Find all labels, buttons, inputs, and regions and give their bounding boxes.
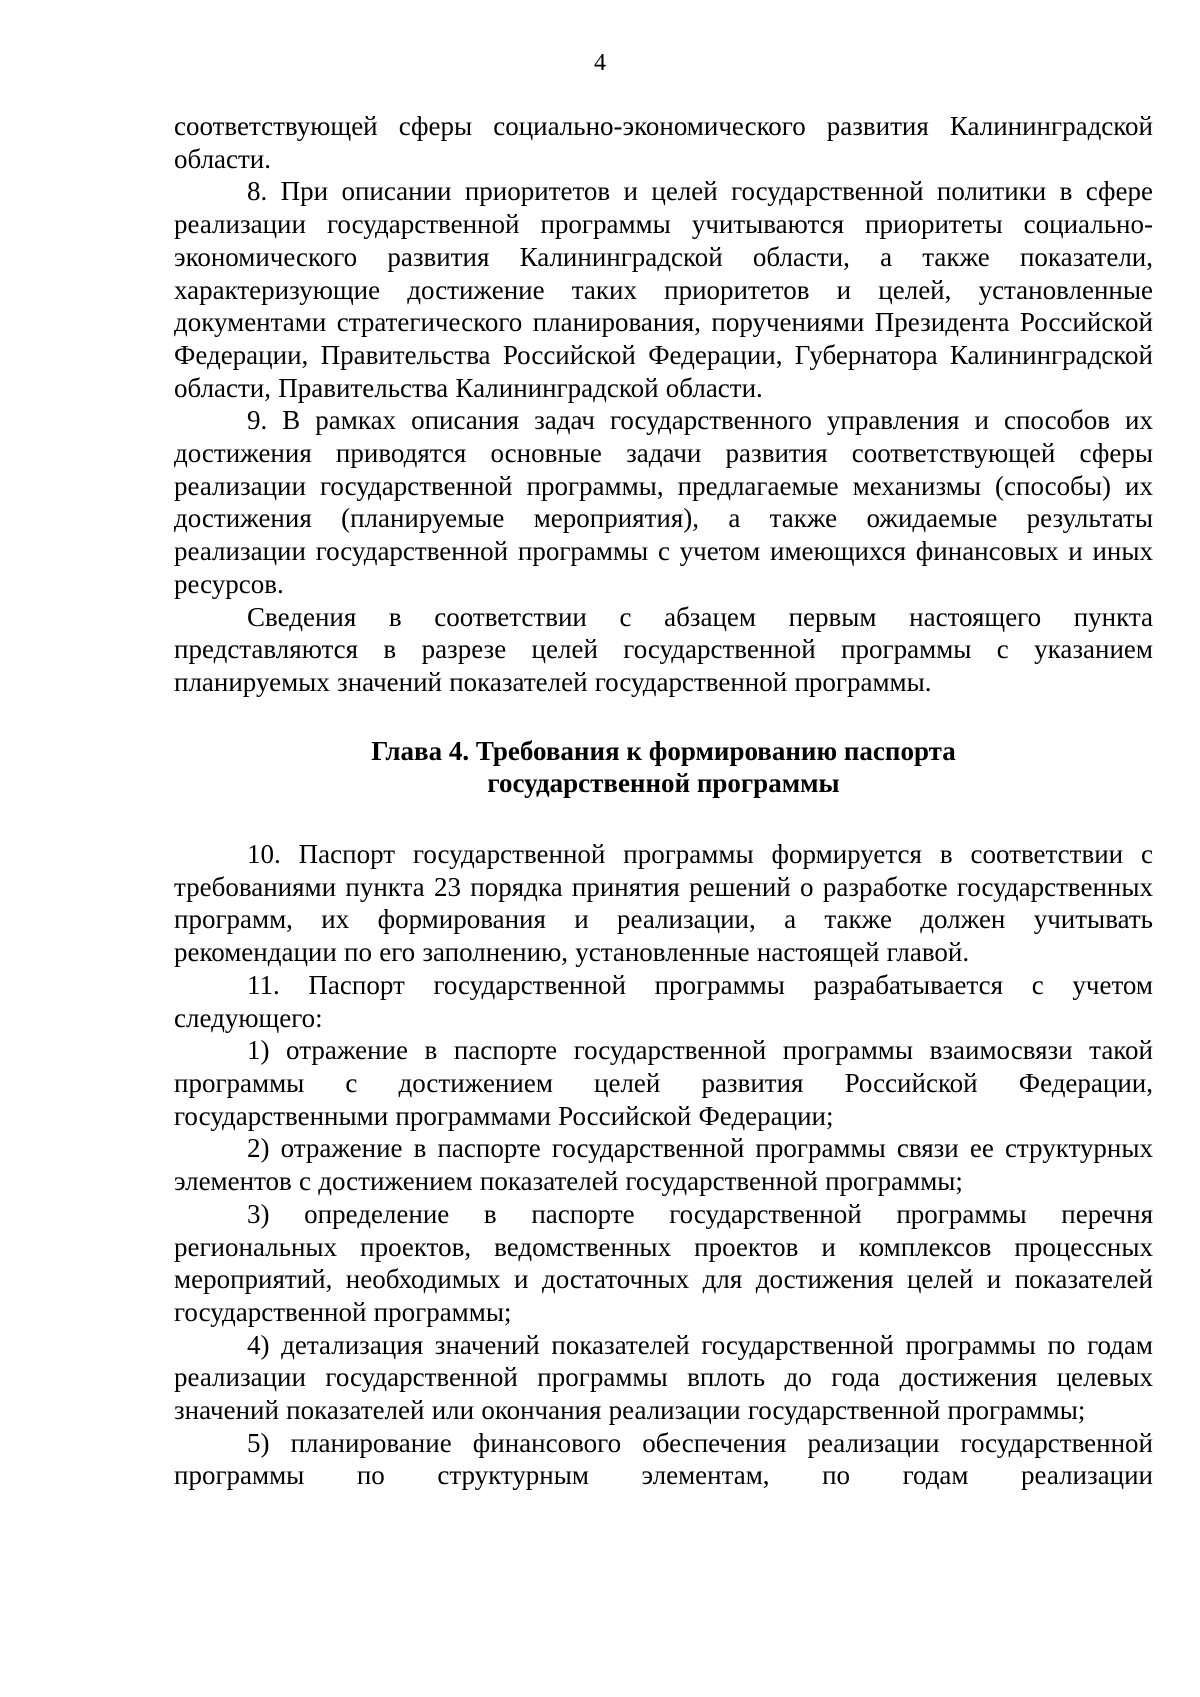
document-body bbox=[174, 110, 1153, 1492]
list-item-4: 4) детализация значений показателей государственной программы по годам реализации государственной программы вплоть до года достижения целевых значений показателей или окончания реализации государственной программы; bbox=[174, 1329, 1153, 1426]
paragraph-item-11: 11. Паспорт государственной программы разрабатывается с учетом следующего: bbox=[174, 969, 1153, 1033]
page-number: 4 bbox=[594, 50, 606, 76]
list-item-5: 5) планирование финансового обеспечения реализации государственной программы по структурным элементам, по годам реализации bbox=[174, 1427, 1153, 1491]
paragraph-item-8: 8. При описании приоритетов и целей государственной политики в сфере реализации государственной программы учитываются приоритеты социально-экономического развития Калининградской области, а также показатели, характеризующие достижение таких приоритетов и целей, установленные документами стратегического планирования, поручениями Президента Российской Федерации, Правительства Российской Федерации, Губернатора Калининградской области, Правительства Калининградской области. bbox=[174, 176, 1153, 403]
list-item-2: 2) отражение в паспорте государственной программы связи ее структурных элементов с достижением показателей государственной программы; bbox=[174, 1133, 1153, 1197]
chapter-heading bbox=[174, 735, 1153, 800]
paragraph-continuation: соответствующей сферы социально-экономического развития Калининградской области. bbox=[174, 111, 1153, 174]
paragraph-item-9: 9. В рамках описания задач государственного управления и способов их достижения приводятся основные задачи развития соответствующей сферы реализации государственной программы, предлагаемые механизмы (способы) их достижения (планируемые мероприятия), а также ожидаемые результаты реализации государственной программы с учетом имеющихся финансовых и иных ресурсов. bbox=[174, 405, 1153, 599]
chapter-heading-line-2: государственной программы bbox=[487, 768, 840, 799]
paragraph-item-9-details: Сведения в соответствии с абзацем первым настоящего пункта представляются в разрезе целей государственной программы с указанием планируемых значений показателей государственной программы. bbox=[174, 601, 1153, 697]
list-item-1: 1) отражение в паспорте государственной программы взаимосвязи такой программы с достижением целей развития Российской Федерации, государственными программами Российской Федерации; bbox=[174, 1035, 1153, 1131]
paragraph-item-10: 10. Паспорт государственной программы формируется в соответствии с требованиями пункта 23 порядка принятия решений о разработке государственных программ, их формирования и реализации, а также должен учитывать рекомендации по его заполнению, установленные настоящей главой. bbox=[174, 839, 1153, 968]
chapter-heading-line-1: Глава 4. Требования к формированию паспорта bbox=[371, 735, 956, 766]
list-item-3: 3) определение в паспорте государственной программы перечня региональных проектов, ведомственных проектов и комплексов процессных мероприятий, необходимых и достаточных для достижения целей и показателей государственной программы; bbox=[174, 1198, 1153, 1327]
